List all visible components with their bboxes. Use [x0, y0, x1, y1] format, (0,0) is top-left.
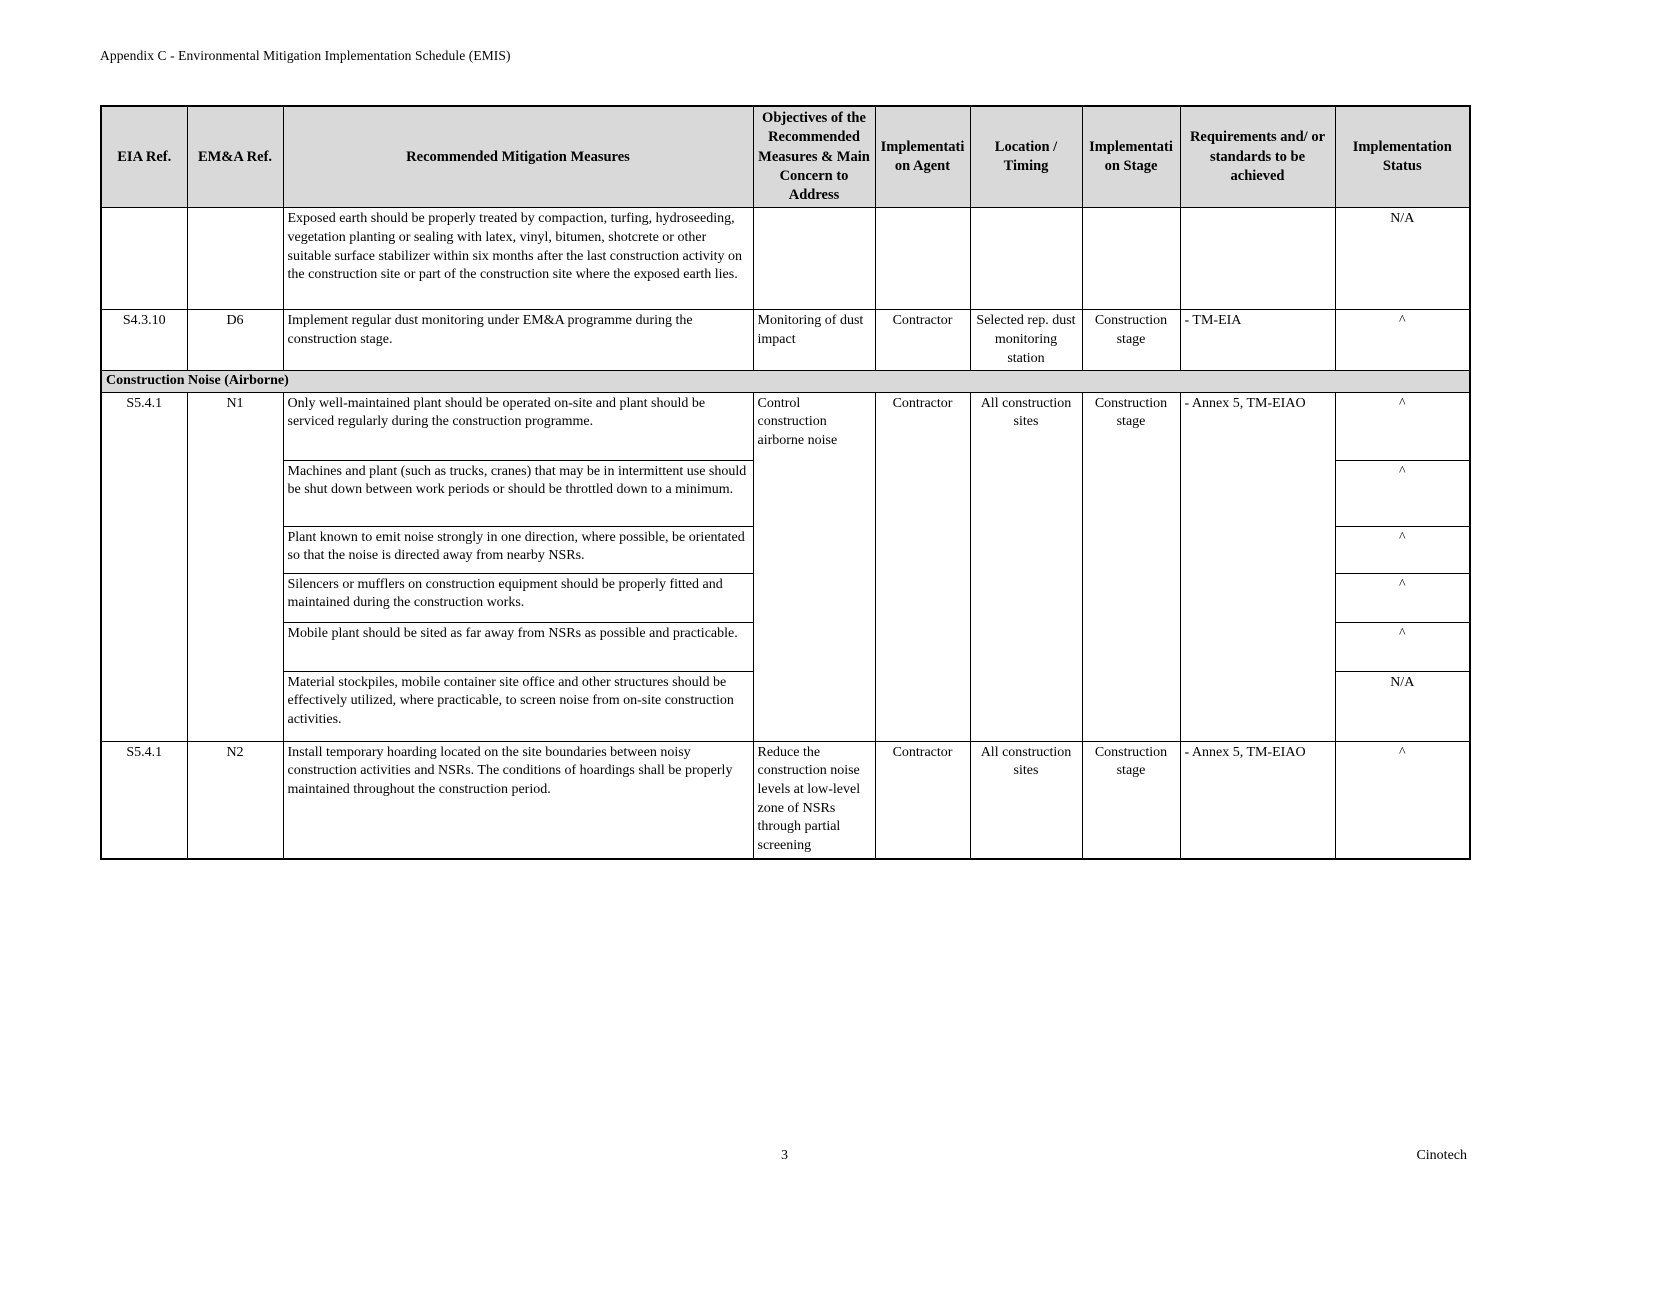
cell-status: ^: [1335, 460, 1470, 526]
cell-agent: [875, 208, 970, 310]
col-header-status: Implementation Status: [1335, 106, 1470, 208]
cell-status: N/A: [1335, 671, 1470, 741]
emis-table-container: [100, 105, 1469, 860]
cell-ema-ref: D6: [187, 310, 283, 371]
cell-stage: Construction stage: [1082, 741, 1180, 859]
cell-objectives: Reduce the construction noise levels at low-level zone of NSRs through partial screening: [753, 741, 875, 859]
cell-requirements: - Annex 5, TM-EIAO: [1180, 741, 1335, 859]
section-row-construction-noise: [101, 371, 1470, 393]
cell-status: ^: [1335, 526, 1470, 573]
cell-measure: Plant known to emit noise strongly in one direction, where possible, be orientated so that the noise is directed away from nearby NSRs.: [283, 526, 753, 573]
table-row-dust-monitoring: [101, 310, 1470, 371]
col-header-location: Location / Timing: [970, 106, 1082, 208]
col-header-agent: Implementation Agent: [875, 106, 970, 208]
cell-agent: Contractor: [875, 741, 970, 859]
cell-measure: Install temporary hoarding located on the site boundaries between noisy construction activities and NSRs. The conditions of hoardings shall be properly maintained throughout the construction period.: [283, 741, 753, 859]
cell-measure: Exposed earth should be properly treated by compaction, turfing, hydroseeding, vegetation planting or sealing with latex, vinyl, bitumen, shotcrete or other suitable surface stabilizer within six months after the last construction activity on the construction site or part of the construction site where the exposed earth lies.: [283, 208, 753, 310]
cell-status: ^: [1335, 392, 1470, 460]
cell-location: [970, 208, 1082, 310]
cell-measure: Material stockpiles, mobile container site office and other structures should be effectively utilized, where practicable, to screen noise from on-site construction activities.: [283, 671, 753, 741]
cell-location: All construction sites: [970, 392, 1082, 741]
page-footer: [100, 1148, 1469, 1164]
cell-measure: Machines and plant (such as trucks, cranes) that may be in intermittent use should be shut down between work periods or should be throttled down to a minimum.: [283, 460, 753, 526]
cell-objectives: [753, 208, 875, 310]
cell-measure: Implement regular dust monitoring under EM&A programme during the construction stage.: [283, 310, 753, 371]
cell-stage: [1082, 208, 1180, 310]
table-header: [101, 106, 1470, 208]
cell-agent: Contractor: [875, 392, 970, 741]
cell-measure: Only well-maintained plant should be operated on-site and plant should be serviced regularly during the construction programme.: [283, 392, 753, 460]
cell-stage: Construction stage: [1082, 310, 1180, 371]
cell-eia-ref: S5.4.1: [101, 741, 187, 859]
section-title: Construction Noise (Airborne): [101, 371, 1470, 393]
cell-eia-ref: S4.3.10: [101, 310, 187, 371]
cell-status: ^: [1335, 573, 1470, 622]
cell-ema-ref: N2: [187, 741, 283, 859]
cell-ema-ref: [187, 208, 283, 310]
table-row-n1-measure-1: [101, 392, 1470, 460]
cell-objectives: Monitoring of dust impact: [753, 310, 875, 371]
cell-ema-ref: N1: [187, 392, 283, 741]
cell-requirements: - TM-EIA: [1180, 310, 1335, 371]
cell-requirements: - Annex 5, TM-EIAO: [1180, 392, 1335, 741]
cell-measure: Mobile plant should be sited as far away from NSRs as possible and practicable.: [283, 622, 753, 671]
cell-status: ^: [1335, 741, 1470, 859]
col-header-measures: Recommended Mitigation Measures: [283, 106, 753, 208]
cell-eia-ref: [101, 208, 187, 310]
cell-agent: Contractor: [875, 310, 970, 371]
col-header-stage: Implementation Stage: [1082, 106, 1180, 208]
col-header-requirements: Requirements and/ or standards to be achieved: [1180, 106, 1335, 208]
col-header-objectives: Objectives of the Recommended Measures & Main Concern to Address: [753, 106, 875, 208]
cell-location: All construction sites: [970, 741, 1082, 859]
cell-location: Selected rep. dust monitoring station: [970, 310, 1082, 371]
page-number: 3: [781, 1148, 788, 1163]
cell-objectives: Control construction airborne noise: [753, 392, 875, 741]
col-header-ema-ref: EM&A Ref.: [187, 106, 283, 208]
cell-stage: Construction stage: [1082, 392, 1180, 741]
cell-status: ^: [1335, 310, 1470, 371]
header-row: [101, 106, 1470, 208]
cell-status: ^: [1335, 622, 1470, 671]
appendix-title: Appendix C - Environmental Mitigation Implementation Schedule (EMIS): [100, 48, 511, 63]
footer-brand: Cinotech: [1416, 1148, 1467, 1163]
cell-measure: Silencers or mufflers on construction equipment should be properly fitted and maintained during the construction works.: [283, 573, 753, 622]
table-row-exposed-earth: [101, 208, 1470, 310]
emis-table: [100, 105, 1471, 860]
col-header-eia-ref: EIA Ref.: [101, 106, 187, 208]
cell-requirements: [1180, 208, 1335, 310]
cell-eia-ref: S5.4.1: [101, 392, 187, 741]
table-row-n2: [101, 741, 1470, 859]
cell-status: N/A: [1335, 208, 1470, 310]
